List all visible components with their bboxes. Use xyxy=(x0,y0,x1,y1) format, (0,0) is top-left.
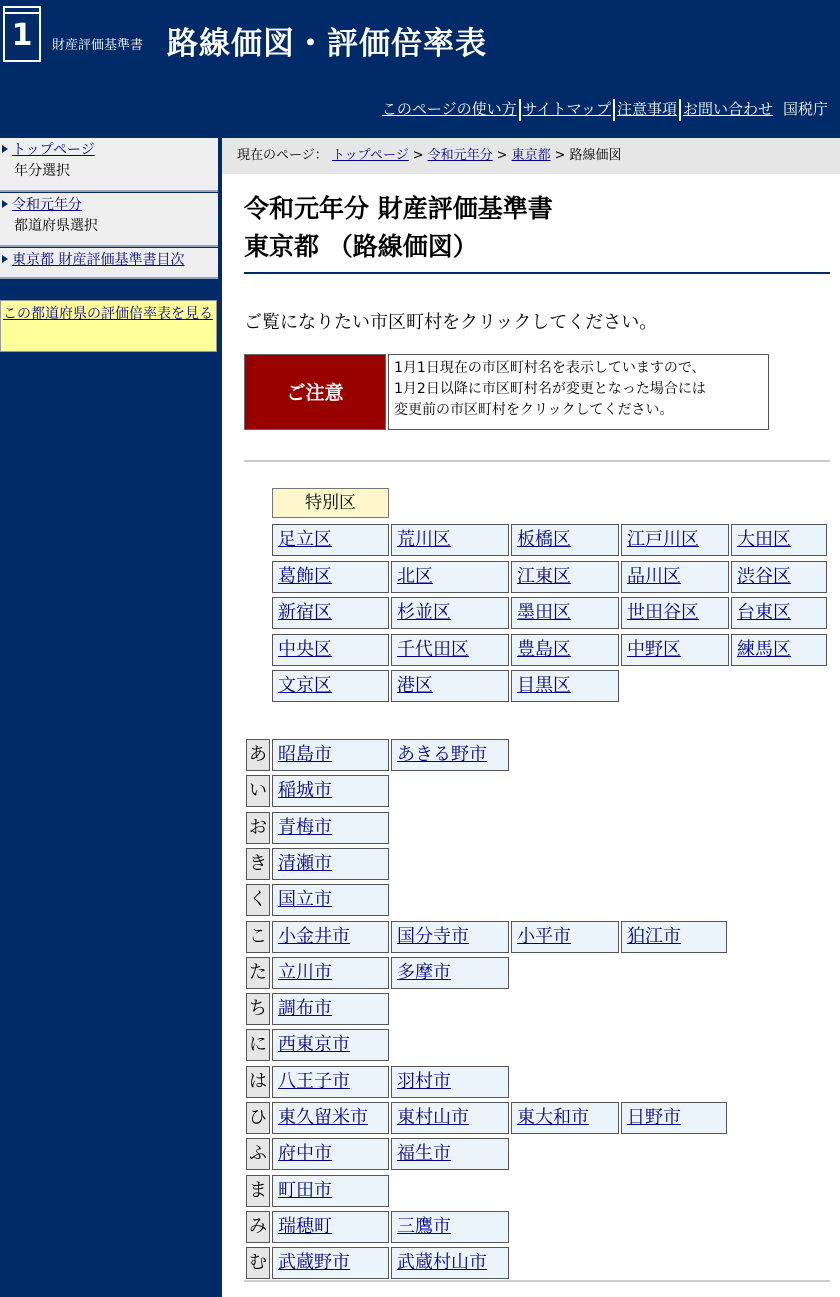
chevron-right-icon: > xyxy=(554,148,566,163)
instruction-text: ご覧になりたい市区町村をクリックしてください。 xyxy=(244,312,658,333)
site-title[interactable]: 路線価図・評価倍率表 xyxy=(167,26,487,62)
municipality-cell xyxy=(391,957,509,989)
ward-link[interactable]: 豊島区 xyxy=(517,639,571,660)
municipality-link[interactable]: 東久留米市 xyxy=(278,1107,368,1128)
ward-cell xyxy=(511,597,619,629)
notice-line: 変更前の市区町村をクリックしてください。 xyxy=(394,402,674,418)
ward-link[interactable]: 墨田区 xyxy=(517,602,571,623)
ward-link[interactable]: 板橋区 xyxy=(517,529,571,550)
municipality-cell xyxy=(391,1247,509,1279)
ward-link[interactable]: 葛飾区 xyxy=(278,566,332,587)
triangle-icon xyxy=(2,145,8,153)
municipality-cell xyxy=(391,1138,509,1170)
ward-cell xyxy=(511,561,619,593)
municipality-link[interactable]: 清瀬市 xyxy=(278,853,332,874)
ward-link[interactable]: 世田谷区 xyxy=(627,602,699,623)
sidebar-item-caption: 年分選択 xyxy=(14,163,70,179)
municipality-link[interactable]: 小平市 xyxy=(517,926,571,947)
municipality-link[interactable]: 瑞穂町 xyxy=(278,1216,332,1237)
chevron-right-icon: > xyxy=(412,148,424,163)
ward-cell xyxy=(391,524,509,556)
municipality-cell xyxy=(621,1102,727,1134)
municipality-link[interactable]: 狛江市 xyxy=(627,926,681,947)
municipality-cell xyxy=(272,1211,389,1243)
logo-number: 1 xyxy=(11,18,33,53)
municipality-link[interactable]: 武蔵野市 xyxy=(278,1252,350,1273)
ward-link[interactable]: 大田区 xyxy=(737,529,791,550)
sidebar-item-caption: 都道府県選択 xyxy=(14,218,98,234)
section-divider xyxy=(244,460,830,462)
ward-cell xyxy=(621,634,729,666)
municipality-cell xyxy=(511,921,619,953)
kana-index-label: い xyxy=(246,775,270,807)
municipality-cell xyxy=(272,957,389,989)
municipality-link[interactable]: 福生市 xyxy=(397,1143,451,1164)
title-divider xyxy=(244,272,830,274)
municipality-cell xyxy=(272,921,389,953)
ward-cell xyxy=(511,634,619,666)
municipality-cell xyxy=(391,1211,509,1243)
kana-index-label: ひ xyxy=(246,1102,270,1134)
municipality-link[interactable]: 府中市 xyxy=(278,1143,332,1164)
municipality-cell xyxy=(272,1247,389,1279)
municipality-link[interactable]: 羽村市 xyxy=(397,1071,451,1092)
kana-index-label: み xyxy=(246,1211,270,1243)
ward-link[interactable]: 江戸川区 xyxy=(627,529,699,550)
ward-cell xyxy=(272,561,389,593)
municipality-link[interactable]: 武蔵村山市 xyxy=(397,1252,487,1273)
municipality-link[interactable]: 東大和市 xyxy=(517,1107,589,1128)
ward-link[interactable]: 足立区 xyxy=(278,529,332,550)
municipality-link[interactable]: 小金井市 xyxy=(278,926,350,947)
municipality-cell xyxy=(272,1102,389,1134)
municipality-link[interactable]: 稲城市 xyxy=(278,780,332,801)
municipality-cell xyxy=(272,739,389,771)
breadcrumb-prefix: 現在のページ： xyxy=(237,148,328,163)
ward-cell xyxy=(272,524,389,556)
ward-link[interactable]: 北区 xyxy=(397,566,433,587)
ward-cell xyxy=(731,524,827,556)
municipality-cell xyxy=(272,1175,389,1207)
kana-index-label: に xyxy=(246,1029,270,1061)
municipality-cell xyxy=(272,1138,389,1170)
municipality-link[interactable]: 町田市 xyxy=(278,1180,332,1201)
ward-cell xyxy=(731,597,827,629)
notice-text xyxy=(388,354,769,430)
municipality-cell xyxy=(272,1066,389,1098)
kana-index-label: こ xyxy=(246,921,270,953)
ward-cell xyxy=(391,561,509,593)
municipality-cell xyxy=(272,884,389,916)
ward-cell xyxy=(731,561,827,593)
ward-link[interactable]: 渋谷区 xyxy=(737,566,791,587)
municipality-link[interactable]: あきる野市 xyxy=(397,744,487,765)
municipality-link[interactable]: 西東京市 xyxy=(278,1034,350,1055)
ward-cell xyxy=(731,634,827,666)
municipality-cell xyxy=(272,775,389,807)
site-subtitle: 財産評価基準書 xyxy=(52,38,144,53)
ward-cell xyxy=(621,561,729,593)
ward-cell xyxy=(621,524,729,556)
book-logo-icon xyxy=(3,12,41,62)
notice-line: 1月2日以降に市区町村名が変更となった場合には xyxy=(394,381,706,397)
breadcrumb-link-tokyo[interactable]: 東京都 xyxy=(511,148,551,163)
municipality-cell xyxy=(391,921,509,953)
chevron-right-icon: > xyxy=(496,148,508,163)
breadcrumb-link-year[interactable]: 令和元年分 xyxy=(427,148,493,163)
municipality-link[interactable]: 調布市 xyxy=(278,998,332,1019)
municipality-link[interactable]: 国分寺市 xyxy=(397,926,469,947)
sidebar-link-index[interactable]: 東京都 財産評価基準書目次 xyxy=(12,252,185,268)
agency-name: 国税庁 xyxy=(782,100,828,118)
sidebar-item-top xyxy=(0,138,218,192)
ward-cell xyxy=(621,597,729,629)
municipality-cell xyxy=(272,993,389,1025)
ward-link[interactable]: 荒川区 xyxy=(397,529,451,550)
municipality-link[interactable]: 青梅市 xyxy=(278,817,332,838)
municipality-link[interactable]: 三鷹市 xyxy=(397,1216,451,1237)
municipality-link[interactable]: 昭島市 xyxy=(278,744,332,765)
ward-cell xyxy=(272,670,389,702)
nav-sitemap[interactable]: サイトマップ xyxy=(522,100,611,118)
nav-how-to-use[interactable]: このページの使い方 xyxy=(381,100,517,118)
ward-link[interactable]: 品川区 xyxy=(627,566,681,587)
nav-separator xyxy=(679,99,681,121)
ward-link[interactable]: 台東区 xyxy=(737,602,791,623)
municipality-cell xyxy=(391,1102,509,1134)
municipality-link[interactable]: 日野市 xyxy=(627,1107,681,1128)
page-title xyxy=(244,190,553,266)
ward-link[interactable]: 練馬区 xyxy=(737,639,791,660)
ward-cell xyxy=(391,634,509,666)
kana-index-label: あ xyxy=(246,739,270,771)
municipality-link[interactable]: 東村山市 xyxy=(397,1107,469,1128)
municipality-cell xyxy=(391,739,509,771)
ward-link[interactable]: 目黒区 xyxy=(517,675,571,696)
notice-line: 1月1日現在の市区町村名を表示していますので、 xyxy=(394,360,706,376)
municipality-link[interactable]: 多摩市 xyxy=(397,962,451,983)
top-navigation xyxy=(382,98,828,121)
ward-link[interactable]: 江東区 xyxy=(517,566,571,587)
triangle-icon xyxy=(2,200,8,208)
kana-index-label: き xyxy=(246,848,270,880)
sidebar-item-year xyxy=(0,193,218,247)
ward-link[interactable]: 中央区 xyxy=(278,639,332,660)
ward-cell xyxy=(511,670,619,702)
ward-link[interactable]: 港区 xyxy=(397,675,433,696)
breadcrumb xyxy=(222,138,840,174)
kana-index-label: く xyxy=(246,884,270,916)
ward-link[interactable]: 新宿区 xyxy=(278,602,332,623)
ward-link[interactable]: 千代田区 xyxy=(397,639,469,660)
municipality-cell xyxy=(272,812,389,844)
sidebar xyxy=(0,138,222,1297)
ward-link[interactable]: 杉並区 xyxy=(397,602,451,623)
nav-separator xyxy=(519,99,521,121)
ward-link[interactable]: 中野区 xyxy=(627,639,681,660)
sidebar-link-top[interactable]: トップページ xyxy=(12,142,95,158)
kana-index-label: は xyxy=(246,1066,270,1098)
breadcrumb-link-top[interactable]: トップページ xyxy=(331,148,409,163)
municipality-cell xyxy=(391,1066,509,1098)
ward-cell xyxy=(272,597,389,629)
municipality-link[interactable]: 八王子市 xyxy=(278,1071,350,1092)
municipality-cell xyxy=(272,848,389,880)
site-header xyxy=(0,0,840,138)
kana-index-label: お xyxy=(246,812,270,844)
sidebar-link-multiplier-table[interactable]: この都道府県の評価倍率表を見る xyxy=(3,306,213,322)
municipality-cell xyxy=(511,1102,619,1134)
nav-contact[interactable]: お問い合わせ xyxy=(682,100,773,118)
section-divider xyxy=(244,1280,830,1282)
page-title-line2: 東京都 （路線価図） xyxy=(244,232,478,261)
municipality-link[interactable]: 国立市 xyxy=(278,889,332,910)
ward-link[interactable]: 文京区 xyxy=(278,675,332,696)
breadcrumb-current: 路線価図 xyxy=(569,148,622,163)
kana-index-label: ち xyxy=(246,993,270,1025)
special-wards-header: 特別区 xyxy=(272,488,389,518)
triangle-icon xyxy=(2,255,8,263)
municipality-link[interactable]: 立川市 xyxy=(278,962,332,983)
sidebar-link-year[interactable]: 令和元年分 xyxy=(12,197,82,213)
nav-separator xyxy=(613,99,615,121)
kana-index-label: む xyxy=(246,1247,270,1279)
sidebar-multiplier-link-box xyxy=(0,300,217,352)
municipality-cell xyxy=(272,1029,389,1061)
nav-notes[interactable]: 注意事項 xyxy=(616,100,677,118)
sidebar-item-index xyxy=(0,248,218,279)
ward-cell xyxy=(391,670,509,702)
ward-cell xyxy=(272,634,389,666)
page-title-line1: 令和元年分 財産評価基準書 xyxy=(244,194,553,223)
ward-cell xyxy=(511,524,619,556)
ward-cell xyxy=(391,597,509,629)
kana-index-label: た xyxy=(246,957,270,989)
notice-label: ご注意 xyxy=(244,354,386,430)
kana-index-label: ふ xyxy=(246,1138,270,1170)
municipality-cell xyxy=(621,921,727,953)
kana-index-label: ま xyxy=(246,1175,270,1207)
